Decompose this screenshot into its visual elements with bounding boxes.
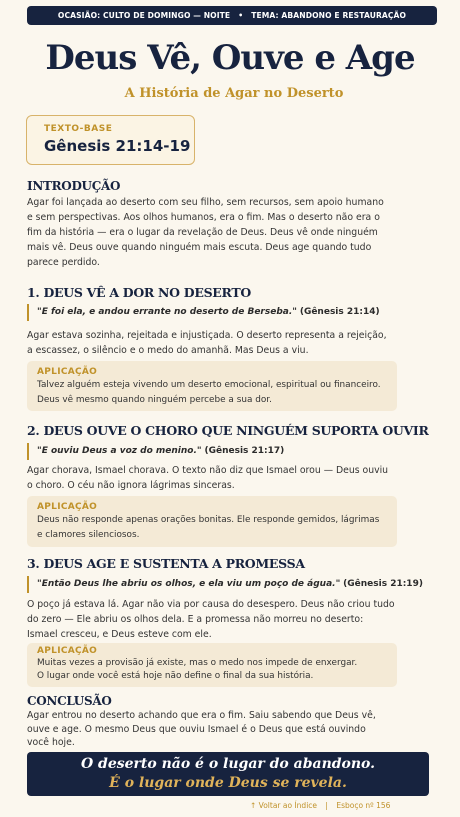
quote-reference: (Gênesis 21:17) [204,446,285,456]
quote-reference: (Gênesis 21:19) [343,579,423,589]
conclusion-line: Agar entrou no deserto achando que era o fim. Saiu sabendo que Deus vê, [27,710,376,721]
application-label: APLICAÇÃO [37,502,98,512]
quote-reference: (Gênesis 21:14) [299,307,380,317]
quote-text: "E ouviu Deus a voz do menino." [37,446,202,456]
intro-paragraph [27,195,435,270]
page-title: Deus Vê, Ouve e Age [45,38,415,78]
theme-text: TEMA: ABANDONO E RESTAURAÇÃO [251,11,407,20]
section-1-application [27,361,397,411]
section-2-application [27,496,397,547]
application-label: APLICAÇÃO [37,367,98,377]
intro-line: mais vê. Deus ouve quando ninguém mais escuta. Deus age quando tudo [27,242,372,253]
paragraph-line: a escassez, o silêncio e o medo do amanhã. Mas Deus a viu. [27,345,309,356]
footer [250,801,390,810]
bullet-separator: • [238,11,244,20]
page-subtitle: A História de Agar no Deserto [124,86,344,101]
section-1-heading: 1. DEUS VÊ A DOR NO DESERTO [27,285,251,300]
section-3-paragraph [27,597,435,642]
banner-line-2: É o lugar onde Deus se revela. [109,775,347,791]
paragraph-line: o choro. O céu não ignora lágrimas sinceras. [27,480,235,491]
section-2-heading: 2. DEUS OUVE O CHORO QUE NINGUÉM SUPORTA OUVIR [27,423,429,438]
outline-number: Esboço nº 156 [336,801,391,810]
application-line: Deus vê mesmo quando ninguém percebe a sua dor. [37,394,272,405]
paragraph-line: Agar estava sozinha, rejeitada e injustiçada. O deserto representa a rejeição, [27,330,387,341]
intro-line: e sem perspectivas. Aos olhos humanos, era o fim. Mas o deserto não era o [27,212,380,223]
section-3-application [27,643,397,687]
banner-line-1: O deserto não é o lugar do abandono. [80,756,376,772]
conclusion-paragraph [27,709,435,750]
application-line: O lugar onde você está hoje não define o final da sua história. [37,671,314,681]
paragraph-line: O poço já estava lá. Agar não via por causa do desespero. Deus não criou tudo [27,599,395,610]
back-to-index-link[interactable]: ↑ Voltar ao Índice [250,801,318,810]
section-1-quote [27,304,437,321]
application-line: Deus não responde apenas orações bonitas. Ele responde gemidos, lágrimas [37,515,380,525]
section-2-paragraph [27,463,435,493]
section-2-quote [27,443,437,460]
conclusion-heading: CONCLUSÃO [27,694,112,708]
base-text-reference: Gênesis 21:14-19 [44,137,191,155]
paragraph-line: Ismael cresceu, e Deus esteve com ele. [27,629,212,640]
base-text-label: TEXTO-BASE [44,124,113,134]
application-line: e clamores silenciosos. [37,529,140,540]
footer-separator: | [325,801,328,810]
intro-line: Agar foi lançada ao deserto com seu filho, sem recursos, sem apoio humano [27,197,384,208]
intro-heading: INTRODUÇÃO [27,179,121,193]
intro-line: parece perdido. [27,257,100,268]
occasion-text: OCASIÃO: CULTO DE DOMINGO — NOITE [57,11,231,20]
application-line: Talvez alguém esteja vivendo um deserto emocional, espiritual ou financeiro. [37,380,381,390]
paragraph-line: do zero — Ele abriu os olhos dela. E a promessa não morreu no deserto: [27,614,364,625]
conclusion-line: ouve e age. O mesmo Deus que ouviu Ismael é o Deus que está ouvindo [27,723,366,735]
conclusion-line: você hoje. [27,737,75,748]
quote-text: "E foi ela, e andou errante no deserto de Berseba." [37,307,297,317]
closing-banner [27,752,429,796]
application-line: Muitas vezes a provisão já existe, mas o medo nos impede de enxergar. [37,658,358,668]
section-1-paragraph [27,328,435,358]
section-3-quote [27,576,437,593]
quote-text: "Então Deus lhe abriu os olhos, e ela viu um poço de água." [37,579,341,589]
section-3-heading: 3. DEUS AGE E SUSTENTA A PROMESSA [27,556,305,571]
occasion-bar [27,6,437,25]
paragraph-line: Agar chorava, Ismael chorava. O texto não diz que Ismael orou — Deus ouviu [27,465,389,476]
base-text-box [26,115,195,165]
application-label: APLICAÇÃO [37,646,98,656]
intro-line: fim da história — era o lugar da revelação de Deus. Deus vê onde ninguém [27,227,378,238]
